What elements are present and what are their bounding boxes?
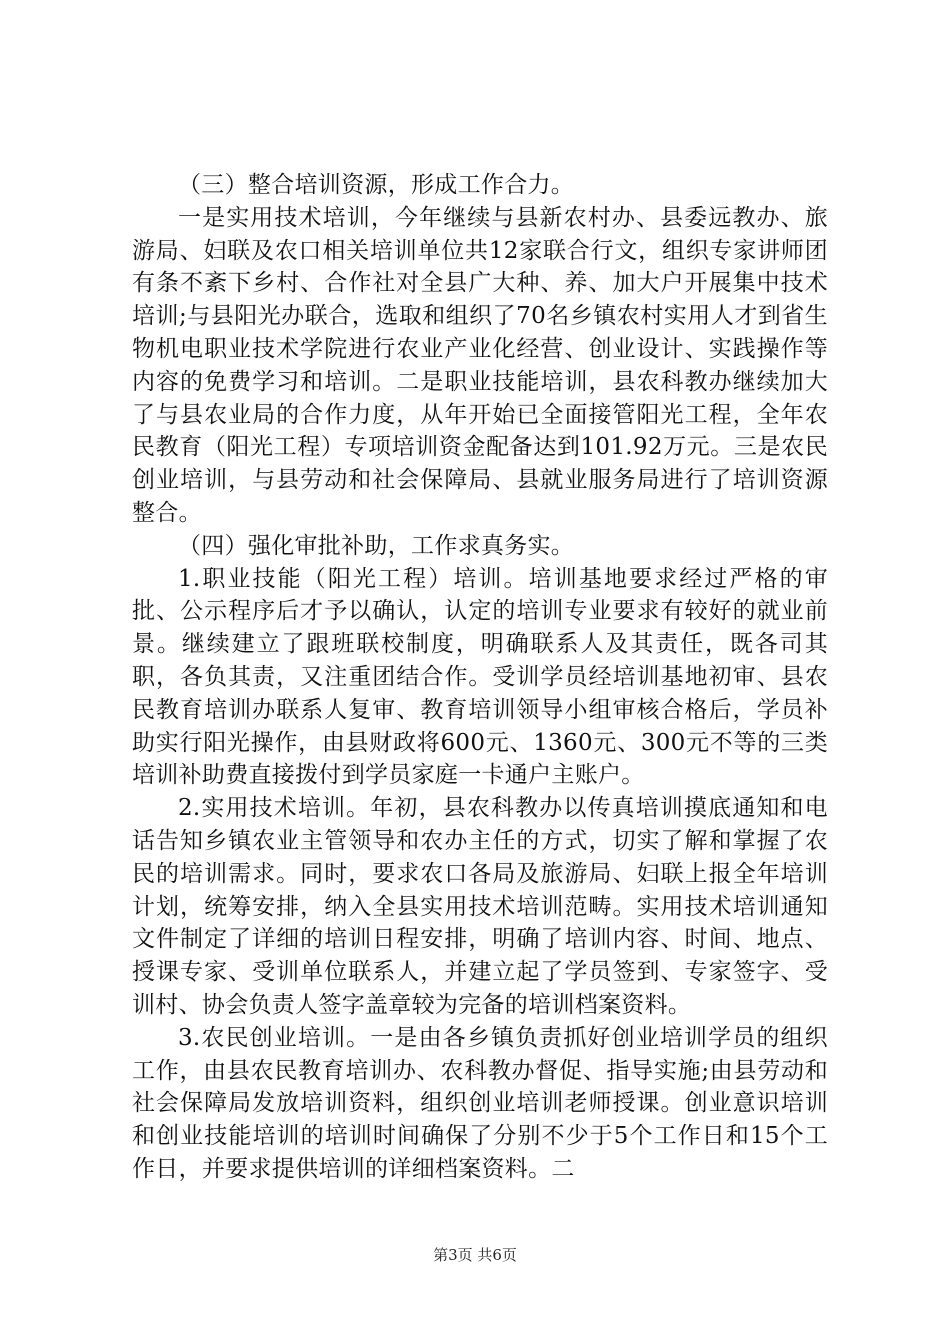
document-body [132, 169, 828, 1186]
page-number-footer: 第3页 共6页 [433, 1246, 517, 1264]
body-paragraph: 1.职业技能（阳光工程）培训。培训基地要求经过严格的审批、公示程序后才予以确认，认定的培训专业要求有较好的就业前景。继续建立了跟班联校制度，明确联系人及其责任，既各司其职，各负其责，又注重团结合作。受训学员经培训基地初审、县农民教育培训办联系人复审、教育培训领导小组审核合格后，学员补助实行阳光操作，由县财政将600元、1360元、300元不等的三类培训补助费直接拨付到学员家庭一卡通户主账户。 [132, 565, 828, 789]
body-paragraph: 2.实用技术培训。年初，县农科教办以传真培训摸底通知和电话告知乡镇农业主管领导和农办主任的方式，切实了解和掌握了农民的培训需求。同时，要求农口各局及旅游局、妇联上报全年培训计划，统筹安排，纳入全县实用技术培训范畴。实用技术培训通知文件制定了详细的培训日程安排，明确了培训内容、时间、地点、授课专家、受训单位联系人，并建立起了学员签到、专家签字、受训村、协会负责人签字盖章较为完备的培训档案资料。 [132, 795, 828, 1018]
body-paragraph: 一是实用技术培训，今年继续与县新农村办、县委远教办、旅游局、妇联及农口相关培训单位共12家联合行文，组织专家讲师团有条不紊下乡村、合作社对全县广大种、养、加大户开展集中技术培训;与县阳光办联合，选取和组织了70名乡镇农村实用人才到省生物机电职业技术学院进行农业产业化经营、创业设计、实践操作等内容的免费学习和培训。二是职业技能培训，县农科教办继续加大了与县农业局的合作力度，从年开始已全面接管阳光工程，全年农民教育（阳光工程）专项培训资金配备达到101.92万元。三是农民创业培训，与县劳动和社会保障局、县就业服务局进行了培训资源整合。 [132, 204, 828, 526]
section-heading-four: （四）强化审批补助，工作求真务实。 [178, 532, 575, 559]
section-heading-three: （三）整合培训资源，形成工作合力。 [178, 172, 575, 198]
body-paragraph: 3.农民创业培训。一是由各乡镇负责抓好创业培训学员的组织工作，由县农民教育培训办、农科教办督促、指导实施;由县劳动和社会保障局发放培训资料，组织创业培训老师授课。创业意识培训和创业技能培训的培训时间确保了分别不少于5个工作日和15个工作日，并要求提供培训的详细档案资料。二 [132, 1024, 828, 1182]
